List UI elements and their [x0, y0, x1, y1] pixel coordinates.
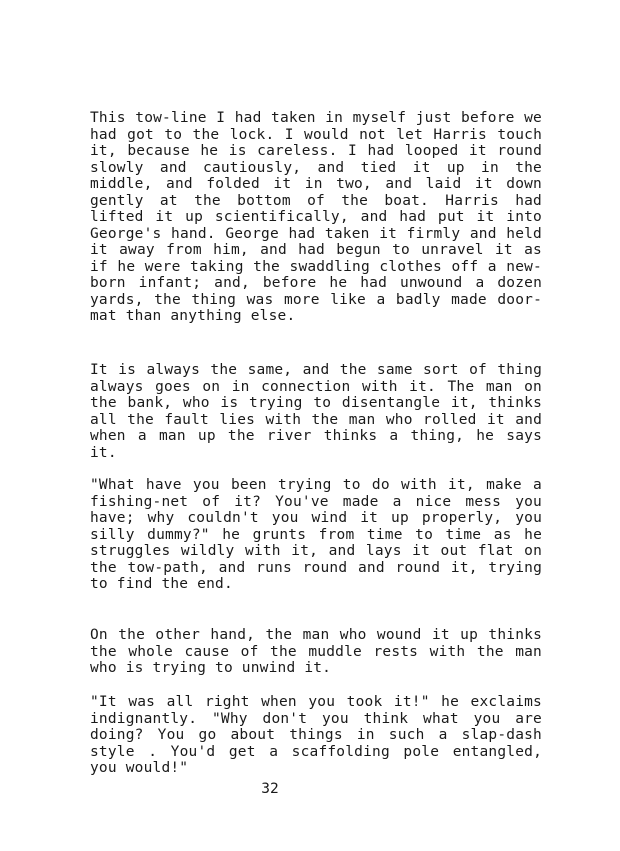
paragraph-what-have-you-been: [90, 477, 542, 593]
paragraph-text: "What have you been trying to do with it, make a fishing-net of it? You've made a nice mess you have; why couldn't you wind it up properly, you silly dummy?" he grunts from time to time as he struggles wildly with it, and lays it out flat on the tow-path, and runs round and round it, trying to find the end.: [90, 477, 542, 592]
paragraph-other-hand: [90, 627, 542, 677]
paragraph-text: "It was all right when you took it!" he exclaims indignantly. "Why don't you think what you are doing? You go about things in such a slap-dash style . You'd get a scaffolding pole entangled, you would!": [90, 694, 542, 776]
paragraph-all-right: [90, 694, 542, 777]
paragraph-text: This tow-line I had taken in myself just before we had got to the lock. I would not let Harris touch it, because he is careless. I had looped it round slowly and cautiously, and tied it up in the middle, and folded it in two, and laid it down gently at the bottom of the boat. Harris had lifted it up scientifically, and had put it into George's hand. George had taken it firmly and held it away from him, and had begun to unravel it as if he were taking the swaddling clothes off a new-born infant; and, before he had unwound a dozen yards, the thing was more like a badly made door-mat than anything else.: [90, 110, 542, 324]
paragraph-text: On the other hand, the man who wound it up thinks the whole cause of the muddle rests with the man who is trying to unwind it.: [90, 627, 542, 676]
paragraph-always-the-same: [90, 362, 542, 461]
paragraph-tow-line: [90, 110, 542, 325]
paragraph-text: It is always the same, and the same sort of thing always goes on in connection with it. The man on the bank, who is trying to disentangle it, thinks all the fault lies with the man who rolled it and when a man up the river thinks a thing, he says it.: [90, 362, 542, 461]
page-number: 32: [261, 781, 279, 797]
